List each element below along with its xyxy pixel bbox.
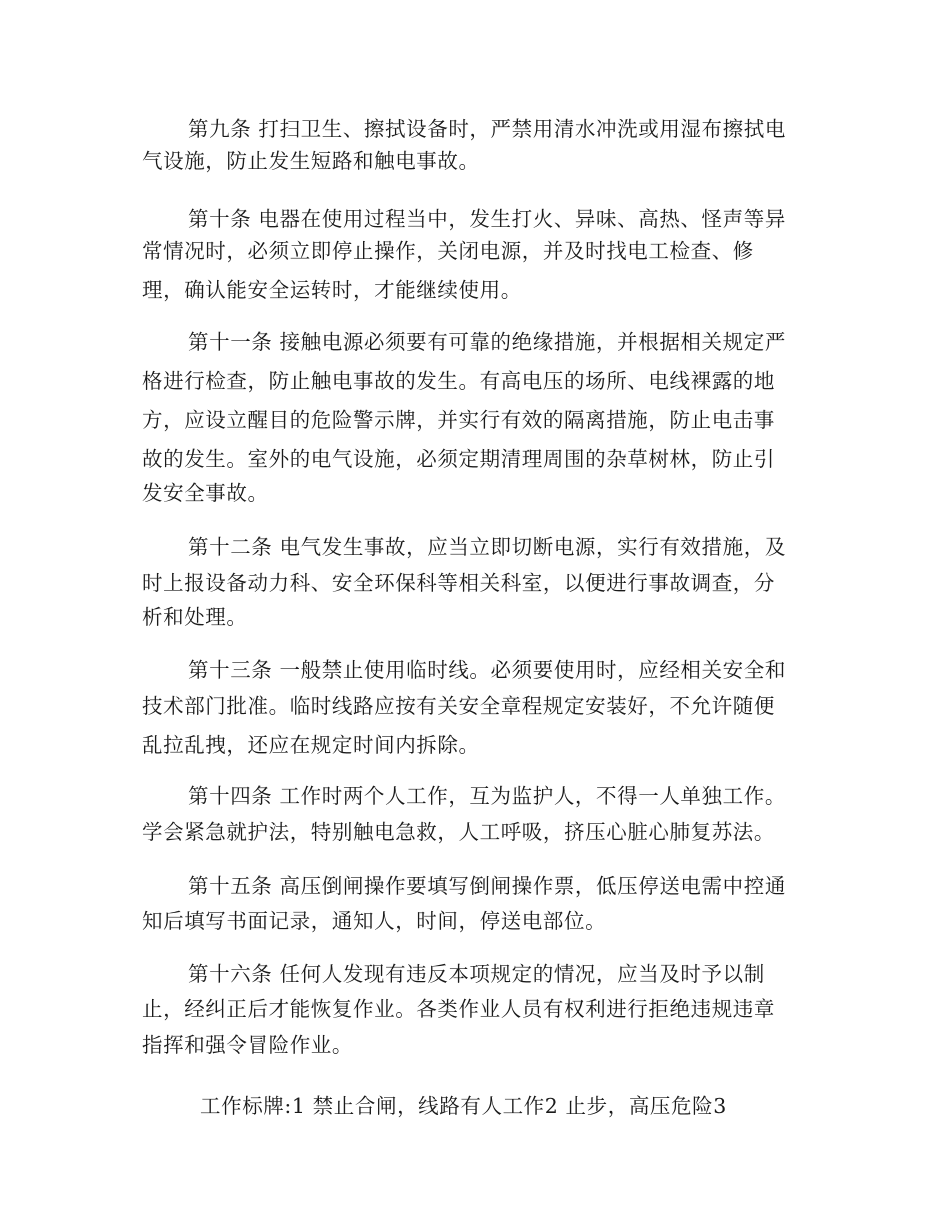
article-12-line-2: 时上报设备动力科、安全环保科等相关科室，以便进行事故调查，分 — [142, 571, 775, 595]
article-16-line-1: 第十六条 任何人发现有违反本项规定的情况，应当及时予以制 — [188, 962, 765, 986]
article-11-line-3: 方，应设立醒目的危险警示牌，并实行有效的隔离措施，防止电击事 — [142, 408, 775, 432]
article-14-line-2: 学会紧急就护法，特别触电急救，人工呼吸，挤压心脏心肺复苏法。 — [142, 820, 775, 844]
article-13-line-1: 第十三条 一般禁止使用临时线。必须要使用时，应经相关安全和 — [188, 658, 786, 682]
article-10-line-3: 理，确认能安全运转时，才能继续使用。 — [142, 278, 522, 302]
article-10-line-2: 常情况时，必须立即停止操作，关闭电源，并及时找电工检查、修 — [142, 239, 754, 263]
article-11-line-5: 发安全事故。 — [142, 481, 269, 505]
article-15-line-1: 第十五条 高压倒闸操作要填写倒闸操作票，低压停送电需中控通 — [188, 874, 786, 898]
article-12-line-3: 析和处理。 — [142, 605, 248, 629]
work-sign-list: 工作标牌:1 禁止合闸，线路有人工作2 止步，高压危险3 — [200, 1094, 727, 1118]
article-14-line-1: 第十四条 工作时两个人工作，互为监护人，不得一人单独工作。 — [188, 784, 786, 808]
article-12-line-1: 第十二条 电气发生事故，应当立即切断电源，实行有效措施，及 — [188, 535, 786, 559]
article-13-line-3: 乱拉乱拽，还应在规定时间内拆除。 — [142, 733, 480, 757]
article-16-line-2: 止，经纠正后才能恢复作业。各类作业人员有权利进行拒绝违规违章 — [142, 997, 775, 1021]
article-16-line-3: 指挥和强令冒险作业。 — [142, 1033, 353, 1057]
article-9-line-1: 第九条 打扫卫生、擦拭设备时，严禁用清水冲洗或用湿布擦拭电 — [188, 117, 786, 141]
article-11-line-2: 格进行检查，防止触电事故的发生。有高电压的场所、电线裸露的地 — [142, 369, 775, 393]
article-15-line-2: 知后填写书面记录，通知人，时间，停送电部位。 — [142, 909, 607, 933]
article-11-line-4: 故的发生。室外的电气设施，必须定期清理周围的杂草树林，防止引 — [142, 447, 775, 471]
article-11-line-1: 第十一条 接触电源必须要有可靠的绝缘措施，并根据相关规定严 — [188, 330, 786, 354]
article-9-line-2: 气设施，防止发生短路和触电事故。 — [142, 149, 480, 173]
article-13-line-2: 技术部门批准。临时线路应按有关安全章程规定安装好，不允许随便 — [142, 694, 775, 718]
article-10-line-1: 第十条 电器在使用过程当中，发生打火、异味、高热、怪声等异 — [188, 207, 786, 231]
